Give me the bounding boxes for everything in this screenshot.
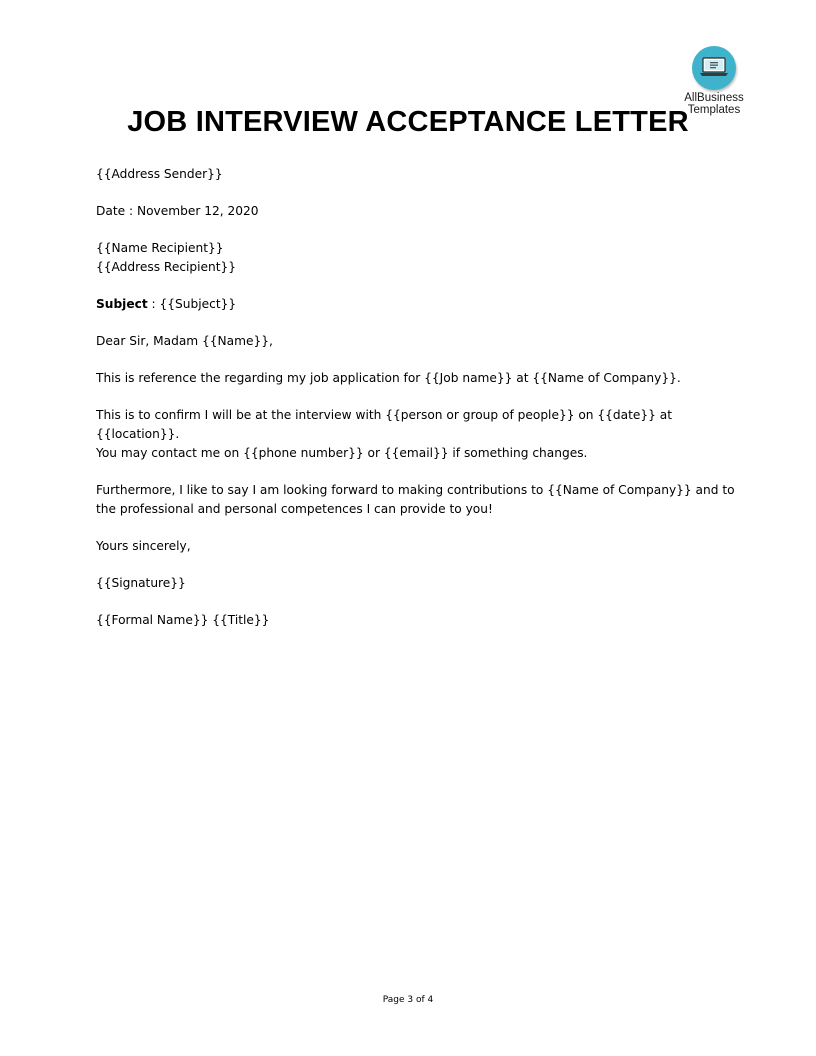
formal-name: {{Formal Name}} {{Title}} bbox=[96, 613, 270, 627]
confirmation-line-2: You may contact me on {{phone number}} or {{email}} if something changes. bbox=[96, 446, 588, 460]
paragraph-reference: This is reference the regarding my job application for {{Job name}} at {{Name of Company}}. bbox=[96, 371, 681, 385]
letter-date: Date : November 12, 2020 bbox=[96, 204, 259, 218]
furthermore-line-1: Furthermore, I like to say I am looking forward to making contributions to {{Name of Company}} and to bbox=[96, 483, 735, 497]
page-number: Page 3 of 4 bbox=[382, 995, 434, 1005]
laptop-icon bbox=[692, 46, 736, 90]
furthermore-line-2: the professional and personal competences I can provide to you! bbox=[96, 502, 493, 516]
subject-line bbox=[96, 295, 736, 314]
address-recipient: {{Address Recipient}} bbox=[96, 260, 237, 274]
paragraph-confirmation bbox=[96, 406, 736, 463]
paragraph-furthermore bbox=[96, 481, 736, 519]
salutation: Dear Sir, Madam {{Name}}, bbox=[96, 334, 273, 348]
letter-body bbox=[96, 165, 736, 648]
document-title: JOB INTERVIEW ACCEPTANCE LETTER bbox=[127, 106, 689, 138]
logo-line-2: Templates bbox=[687, 104, 741, 116]
closing: Yours sincerely, bbox=[96, 539, 191, 553]
logo-line-1: AllBusiness bbox=[684, 92, 744, 104]
address-sender: {{Address Sender}} bbox=[96, 167, 223, 181]
name-recipient: {{Name Recipient}} bbox=[96, 241, 224, 255]
subject-value: : {{Subject}} bbox=[147, 297, 237, 311]
subject-label: Subject bbox=[96, 297, 148, 311]
signature: {{Signature}} bbox=[96, 576, 186, 590]
confirmation-line-1: This is to confirm I will be at the interview with {{person or group of people}} on {{date}} at {{location}}. bbox=[96, 408, 672, 441]
